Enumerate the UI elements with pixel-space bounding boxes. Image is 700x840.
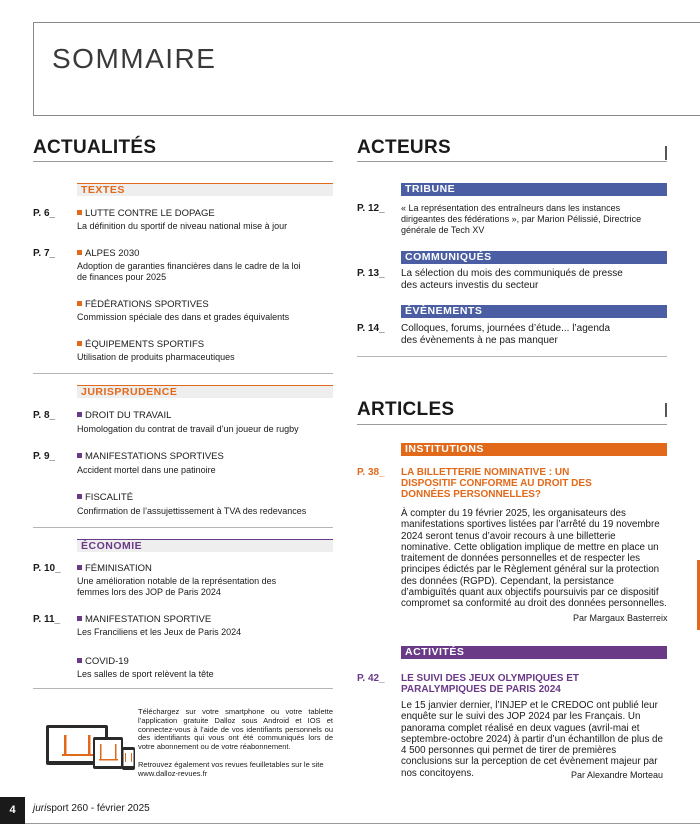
orange-square-icon (77, 341, 82, 346)
page-ref: P. 12_ (357, 203, 385, 214)
topic-droit-travail: DROIT DU TRAVAIL (77, 410, 171, 421)
page-ref: P. 14_ (357, 323, 385, 334)
divider (33, 688, 333, 689)
divider (33, 373, 333, 374)
page-title: SOMMAIRE (52, 43, 217, 74)
article-body-billetterie: À compter du 19 février 2025, les organisateurs des manifestations sportives listées par l’arrêté du 19 novembre 2024 seront tenus d’avoir recours à une billetterie nominative. Cette obligation implique de mettre en place un traitement de données personnelles et de respecter les principes édictés par le Règlement général sur la protection des données (RGPD). Cependant, la persistance d’ambiguïtés quant aux objectifs poursuivis par ce dispositif compromet sa conformité au droit des données personnelles. (401, 508, 667, 610)
acteurs-rule (357, 161, 667, 162)
desc-manifestation-sportive: Les Franciliens et les Jeux de Paris 2024 (77, 627, 242, 637)
orange-square-icon (77, 301, 82, 306)
page-ref: P. 6_ (33, 208, 56, 219)
desc-manifestations: Accident mortel dans une patinoire (77, 465, 216, 475)
topic-federations: FÉDÉRATIONS SPORTIVES (77, 299, 209, 310)
footer-rule (25, 823, 700, 824)
page-ref: P. 10_ (33, 563, 61, 574)
desc-droit-travail: Homologation du contrat de travail d’un joueur de rugby (77, 424, 299, 434)
topic-feminisation: FÉMINISATION (77, 563, 152, 574)
page-number: 4 (0, 797, 25, 824)
desc-covid: Les salles de sport relèvent la tête (77, 669, 214, 679)
label-communiques: COMMUNIQUÉS (401, 251, 667, 264)
acteurs-rule-end (665, 146, 667, 160)
articles-rule (357, 424, 667, 425)
desc-dopage: La définition du sportif de niveau national mise à jour (77, 221, 288, 231)
article-title-jop[interactable]: LE SUIVI DES JEUX OLYMPIQUES ET PARALYMPIQUES DE PARIS 2024 (401, 673, 580, 695)
topic-manifestation-sportive: MANIFESTATION SPORTIVE (77, 614, 211, 625)
topic-manifestations: MANIFESTATIONS SPORTIVES (77, 451, 224, 462)
orange-square-icon (77, 210, 82, 215)
purple-square-icon (77, 412, 82, 417)
article-author: Par Margaux Basterreix (573, 613, 668, 623)
page-ref: P. 13_ (357, 268, 385, 279)
desc-communiques: La sélection du mois des communiqués de presse des acteurs investis du secteur (401, 268, 623, 291)
page-ref: P. 7_ (33, 248, 56, 259)
page-ref: P. 8_ (33, 410, 56, 421)
topic-covid: COVID-19 (77, 656, 129, 667)
topic-fiscalite: FISCALITÉ (77, 492, 133, 503)
desc-alpes: Adoption de garanties financières dans le cadre de la loi de finances pour 2025 (77, 261, 301, 282)
label-textes: TEXTES (77, 183, 333, 196)
desc-fiscalite: Confirmation de l’assujettissement à TVA des redevances (77, 506, 307, 516)
desc-tribune: « La représentation des entraîneurs dans les instances dirigeantes des fédérations », par Marion Pélissié, Directrice générale de Tech XV (401, 203, 642, 235)
label-institutions: INSTITUTIONS (401, 443, 667, 456)
page-ref: P. 9_ (33, 451, 56, 462)
article-body-jop: Le 15 janvier dernier, l’INJEP et le CREDOC ont publié leur enquête sur le suivi des JOP 2024 par les Français. Un panorama complet réalisé en deux vagues (avril-mai et septembre-octobre 2024) à partir d’un échantillon de plus de 4 500 personnes qui permet de tirer de premières conclusions sur la perception de cet évènement majeur par nos concitoyens. (401, 700, 663, 779)
actualites-rule (33, 161, 333, 162)
desc-feminisation: Une amélioration notable de la représentation des femmes lors des JOP de Paris 2024 (77, 576, 277, 597)
orange-square-icon (77, 250, 82, 255)
promo-text: Téléchargez sur votre smartphone ou votre tablette l’application gratuite Dalloz sous Android et IOS et connectez-vous à l’aide de vos identifiants personnels ou des identifiants qui vous ont été communiqués lors de votre abonnement ou de votre réabonnement. (138, 707, 333, 752)
purple-square-icon (77, 616, 82, 621)
topic-equipements: ÉQUIPEMENTS SPORTIFS (77, 339, 204, 350)
articles-rule-end (665, 403, 667, 417)
title-box (33, 22, 700, 116)
devices-icon (44, 723, 136, 771)
label-tribune: TRIBUNE (401, 183, 667, 196)
desc-evenements: Colloques, forums, journées d’étude... l’agenda des évènements à ne pas manquer (401, 323, 611, 346)
page-ref: P. 38_ (357, 467, 385, 478)
page-ref: P. 42_ (357, 673, 385, 684)
divider (357, 356, 667, 357)
article-title-billetterie[interactable]: LA BILLETTERIE NOMINATIVE : UN DISPOSITIF CONFORME AU DROIT DES DONNÉES PERSONNELLES? (401, 467, 592, 500)
actualites-heading: ACTUALITÉS (33, 137, 157, 158)
purple-square-icon (77, 565, 82, 570)
purple-square-icon (77, 453, 82, 458)
desc-equipements: Utilisation de produits pharmaceutiques (77, 352, 235, 362)
label-economie: ÉCONOMIE (77, 539, 333, 552)
purple-square-icon (77, 658, 82, 663)
topic-alpes: ALPES 2030 (77, 248, 139, 259)
label-activites: ACTIVITÉS (401, 646, 667, 659)
page-ref: P. 11_ (33, 614, 61, 625)
acteurs-heading: ACTEURS (357, 137, 451, 158)
article-author: Par Alexandre Morteau (571, 770, 664, 780)
label-jurisprudence: JURISPRUDENCE (77, 385, 333, 398)
promo-link-text[interactable]: Retrouvez également vos revues feuilletables sur le site www.dalloz-revues.fr (138, 760, 324, 778)
purple-square-icon (77, 494, 82, 499)
topic-dopage: LUTTE CONTRE LE DOPAGE (77, 208, 215, 219)
footer-brand: jurisport 260 - février 2025 (33, 803, 150, 814)
divider (33, 527, 333, 528)
articles-heading: ARTICLES (357, 399, 455, 420)
label-evenements: ÉVÈNEMENTS (401, 305, 667, 318)
desc-federations: Commission spéciale des dans et grades équivalents (77, 312, 290, 322)
